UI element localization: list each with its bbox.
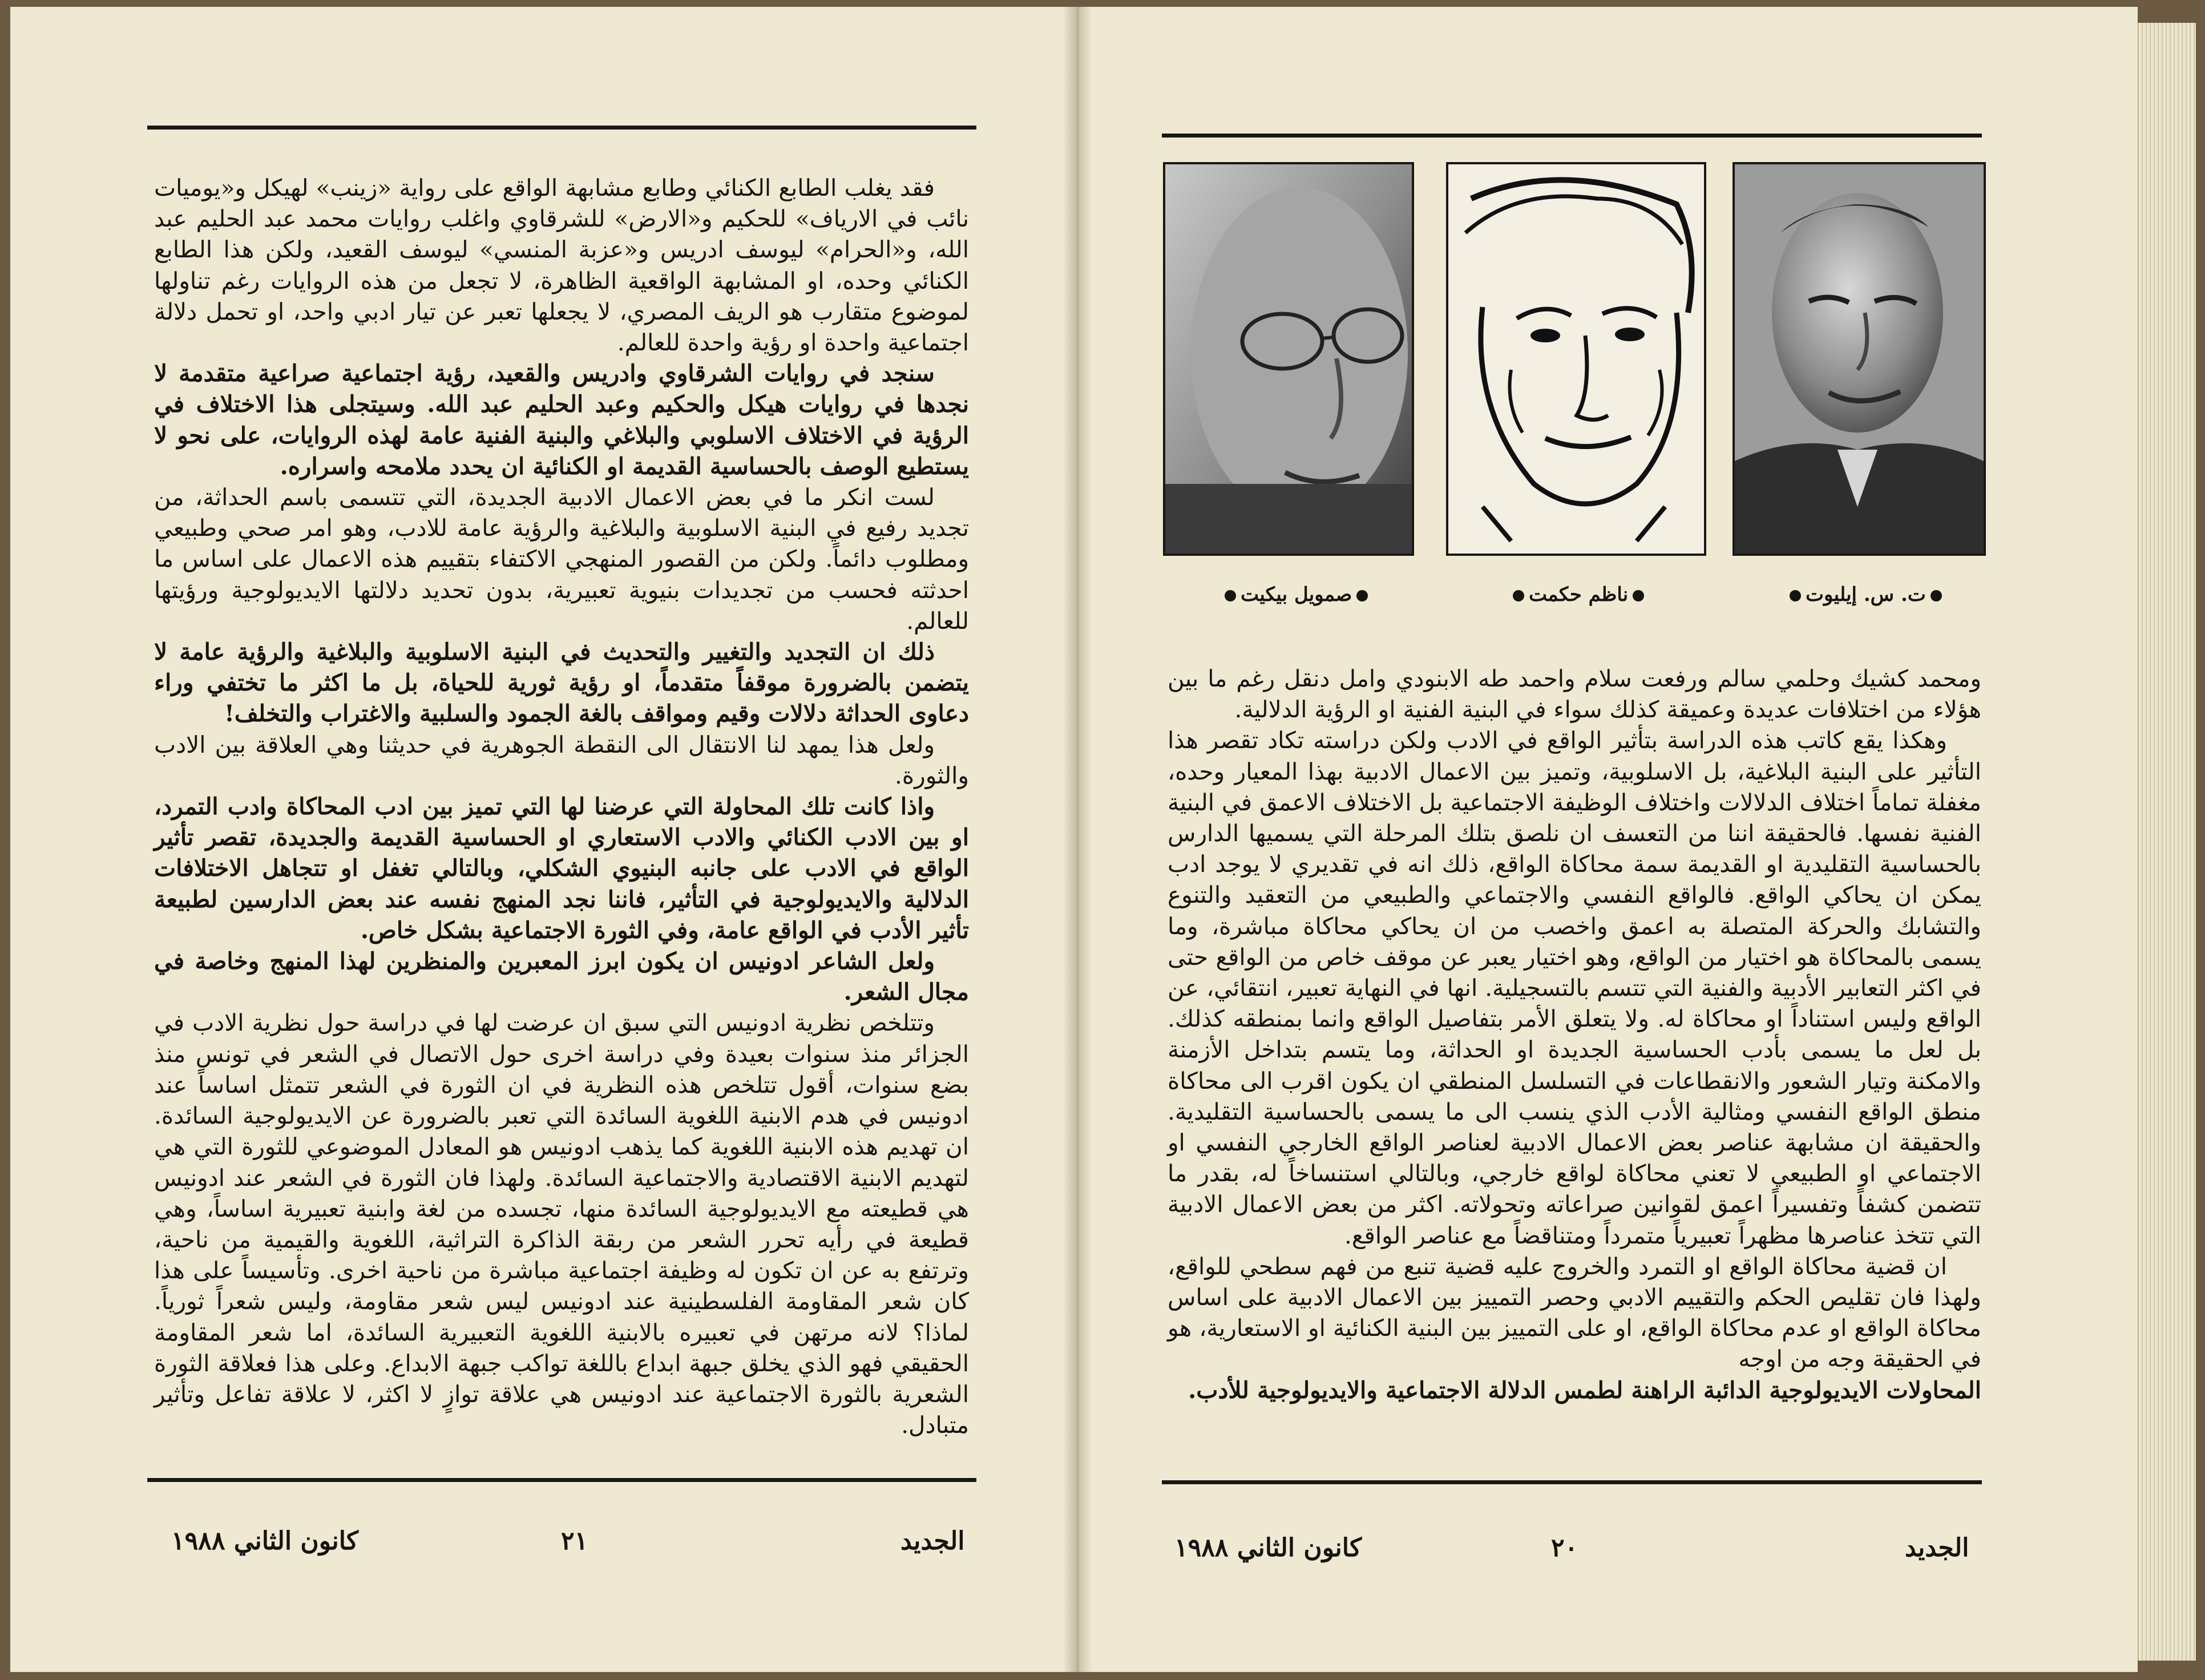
footer-date: كانون الثاني ١٩٨٨ [1174,1533,1362,1562]
footer-rule [1162,1480,1982,1484]
caption-ts-eliot [1785,583,1946,606]
header-rule [1162,134,1982,138]
photo-nazim-hikmet [1446,162,1706,556]
bullet-icon [1225,590,1236,601]
paragraph: وتتلخص نظرية ادونيس التي سبق ان عرضت لها في دراسة حول نظرية الادب في الجزائر منذ سنوات بعيدة وفي دراسة اخرى حول الاتصال في الشعر في تونس منذ بضع سنوات، أقول تتلخص هذه النظرية في ان الثورة في الشعر تتمثل اساساً عند ادونيس في هدم الابنية اللغوية السائدة التي تعبر بالضرورة عن الايديولوجية السائدة. ان تهديم هذه الابنية اللغوية كما يذهب ادونيس هو المعادل الموضوعي للثورة التي هي لتهديم الابنية الاقتصادية والاجتماعية السائدة. ولهذا فان الثورة في الشعر عند ادونيس هي قطيعته مع الايديولوجية السائدة منها، تجسده من لغة وابنية تعبيرية اساساً، وهي قطيعة في رأيه تحرر الشعر من ربقة الذاكرة التراثية، اللغوية والقيمية من ناحية، وترتفع به عن ان تكون له وظيفة اجتماعية مباشرة من ناحية اخرى. وتأسيساً على هذا كان شعر المقاومة الفلسطينية عند ادونيس ليس شعر مقاومة، وليس شعراً ثورياً. لماذا؟ لانه مرتهن في تعبيره بالابنية اللغوية التعبيرية السائدة، اما شعر المقاومة الحقيقي فهو الذي يخلق جبهة ابداع باللغة تواكب جبهة الابداع. وعلى هذا فعلاقة الثورة الشعرية بالثورة الاجتماعية عند ادونيس هي علاقة توازٍ لا اكثر، لا علاقة تفاعل وتأثير متبادل. [154,1009,969,1439]
bullet-icon [1931,590,1942,601]
photo-ts-eliot [1732,162,1986,556]
caption-samuel-beckett [1220,583,1372,606]
caption-text: ت. س. إيليوت [1806,583,1926,606]
page-21-text [154,172,969,1482]
page-20-text [1168,663,1981,1451]
portrait-image [1165,164,1412,554]
paragraph: سنجد في روايات الشرقاوي وادريس والقعيد، رؤية اجتماعية صراعية متقدمة لا نجدها في روايات هيكل والحكيم وعبد الحليم عبد الله. وسيتجلى هذا الاختلاف في الرؤية في الاختلاف الاسلوبي والبلاغي والبنية الفنية عامة لهذه الروايات، على نحو لا يستطيع الوصف بالحساسية القديمة او الكنائية ان يحدد ملامحه واسراره. [154,360,969,480]
paragraph: ذلك ان التجديد والتغيير والتحديث في البنية الاسلوبية والبلاغية والرؤية عامة لا يتضمن بالضرورة موقفاً متقدماً، او رؤية ثورية للحياة، بل ما اكثر ما تختفي وراء دعاوى الحداثة دلالات وقيم ومواقف بالغة الجمود والسلبية والاغتراب والتخلف! [154,638,969,728]
bullet-icon [1790,590,1801,601]
caption-text: صمويل بيكيت [1241,583,1352,606]
portrait-image [1735,164,1984,554]
book-fore-edge [2138,23,2196,1661]
paragraph: ان قضية محاكاة الواقع او التمرد والخروج عليه قضية تنبع من فهم سطحي للواقع، ولهذا فان تقليص الحكم والتقييم الادبي وحصر التمييز بين الاعمال الادبية على اساس محاكاة الواقع او عدم محاكاة الواقع، او على التمييز بين البنية الكنائية او الاستعارية، هو في الحقيقة وجه من اوجه [1168,1252,1981,1373]
paragraph: ولعل هذا يمهد لنا الانتقال الى النقطة الجوهرية في حديثنا وهي العلاقة بين الادب والثورة. [154,730,969,789]
footer-magazine: الجديد [900,1526,965,1556]
footer-date: كانون الثاني ١٩٨٨ [171,1526,359,1556]
paragraph: فقد يغلب الطابع الكنائي وطابع مشابهة الواقع على رواية «زينب» لهيكل و«يوميات نائب في الارياف» للحكيم و«الارض» للشرقاوي واغلب روايات محمد عبد الحليم عبد الله، و«الحرام» ليوسف ادريس و«عزبة المنسي» ليوسف القعيد، ولكن هذا الطابع الكنائي وحده، او المشابهة الواقعية الظاهرة، لا تجعل من هذه الروايات رغم تناولها لموضوع متقارب هو الريف المصري، لا يجعلها تعبر عن تيار ادبي واحد، او تحمل دلالة اجتماعية واحدة او رؤية واحدة للعالم. [154,174,969,357]
footer-rule [147,1478,976,1482]
bullet-icon [1513,590,1524,601]
paragraph: واذا كانت تلك المحاولة التي عرضنا لها التي تميز بين ادب المحاكاة وادب التمرد، او بين الادب الكنائي والادب الاستعاري او الحساسية القديمة والجديدة، تقصر تأثير الواقع في الادب على جانبه البنيوي الشكلي، وبالتالي تغفل او تتجاهل الاختلافات الدلالية والايديولوجية في التأثير، فاننا نجد المنهج نفسه عند بعض الدارسين لطبيعة تأثير الأدب في الواقع عامة، وفي الثورة الاجتماعية بشكل خاص. [154,793,969,944]
photo-samuel-beckett [1163,162,1414,556]
bullet-icon [1633,590,1644,601]
bullet-icon [1356,590,1368,601]
paragraph: لست انكر ما في بعض الاعمال الادبية الجديدة، التي تتسمى باسم الحداثة، من تجديد رفيع في البنية الاسلوبية والبلاغية والرؤية عامة للادب، وهو امر صحي وطبيعي ومطلوب دائماً. ولكن من القصور المنهجي الاكتفاء بتقييم هذه الاعمال على اساس ما احدثته فحسب من تجديدات بنيوية تعبيرية، بدون تحديد دلالتها الايديولوجية ورؤيتها للعالم. [154,483,969,635]
paragraph: ومحمد كشيك وحلمي سالم ورفعت سلام واحمد طه الابنودي وامل دنقل رغم ما بين هؤلاء من اختلافات عديدة وعميقة كذلك سواء في البنية الفنية او الرؤية الدلالية. [1168,665,1981,724]
paragraph: ولعل الشاعر ادونيس ان يكون ابرز المعبرين والمنظرين لهذا المنهج وخاصة في مجال الشعر. [154,947,969,1006]
footer-page-number: ٢٠ [1551,1533,1578,1562]
page-20 [1077,7,2138,1672]
portrait-sketch [1448,164,1704,554]
footer-magazine: الجديد [1905,1533,1969,1562]
header-rule [147,126,976,130]
caption-text: ناظم حكمت [1529,583,1629,606]
footer-page-number: ٢١ [561,1526,588,1556]
caption-nazim-hikmet [1508,583,1649,606]
paragraph: وهكذا يقع كاتب هذه الدراسة بتأثير الواقع في الادب ولكن دراسته تكاد تقصر هذا التأثير على البنية البلاغية، بل الاسلوبية، وتميز بين الاعمال الادبية بهذا المعيار وحده، مغفلة تماماً اختلاف الدلالات واختلاف الوظيفة الاجتماعية بل الاختلاف الاعمق في البنية الفنية نفسها. فالحقيقة اننا من التعسف ان نلصق بتلك المرحلة التي يسميها الدارس بالحساسية التقليدية او القديمة سمة محاكاة الواقع، ذلك انه في تقديري لا يوجد ادب يمكن ان يحاكي الواقع. فالواقع النفسي والاجتماعي والطبيعي من التعقيد والتنوع والتشابك والحركة المتصلة به اعمق واخصب من ان يحاكي محاكاة مباشرة، وما يسمى بالمحاكاة هو اختيار من الواقع، وهو اختيار يعبر عن موقف خاص من الواقع حتى في اكثر التعابير الأدبية والفنية التي تتسم بالتسجيلية. انها في النهاية تعبير، انتقائي، عن الواقع وليس استناداً او محاكاة له. ولا يتعلق الأمر بتفاصيل الواقع وانما بمنطقه كذلك. بل لعل ما يسمى بأدب الحساسية الجديدة او الحداثة، وما يتسم بتداخل الأزمنة والامكنة وتيار الشعور والانقطاعات في التسلسل المنطقي ان يكون اقرب الى محاكاة منطق الواقع النفسي ومثالية الأدب الذي ينسب الى ما يسمى بالحساسية التقليدية. والحقيقة ان مشابهة عناصر بعض الاعمال الادبية لعناصر الواقع الخارجي النفسي او الاجتماعي او الطبيعي لا تعني محاكاة لواقع خارجي، وبالتالي استنساخاً له، بقدر ما تتضمن كشفاً وتفسيراً اعمق لقوانين صراعاته وتحولاته. اكثر من بعض الاعمال الادبية التي تتخذ عناصرها مظهراً تعبيرياً متمرداً ومتناقضاً مع عناصر الواقع. [1168,726,1981,1249]
paragraph: المحاولات الايديولوجية الدائبة الراهنة لطمس الدلالة الاجتماعية والايديولوجية للأدب. [1188,1376,1981,1404]
page-21 [10,7,1077,1672]
